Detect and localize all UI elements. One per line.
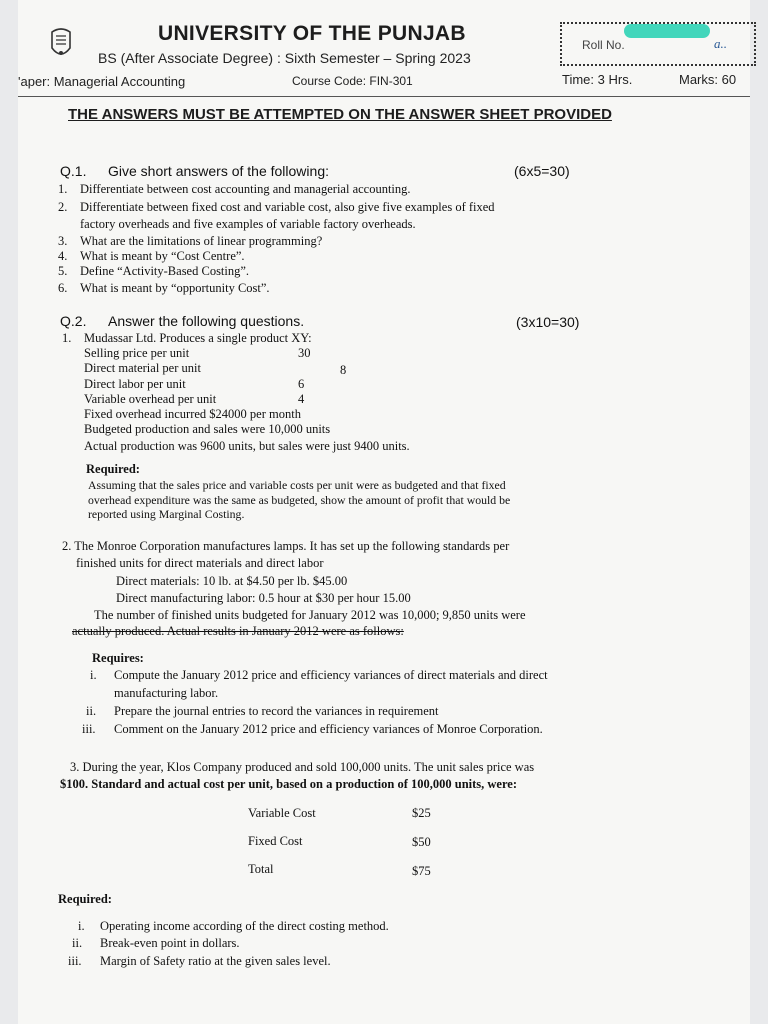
roll-number-box [560,22,756,66]
university-crest-icon [48,26,74,62]
q2-part2-line: The number of finished units budgeted for January 2012 was 10,000; 9,850 units were [94,608,526,622]
cost-row-label: Variable overhead per unit [84,392,217,406]
course-code: Course Code: FIN-301 [292,74,413,88]
program-line: BS (After Associate Degree) : Sixth Semester – Spring 2023 [98,50,471,66]
q2-part3-line: $100. Standard and actual cost per unit, based on a production of 100,000 units, were: [60,777,518,791]
q2-part2-line: finished units for direct materials and direct labor [76,556,324,570]
q2-part1-required-text: reported using Marginal Costing. [88,507,245,521]
q2-part1-required-text: Assuming that the sales price and variable costs per unit were as budgeted and that fixed [88,478,506,492]
cost-row-value: 30 [298,346,311,360]
exam-time: Time: 3 Hrs. [562,72,633,87]
q2-part2-requires-label: Requires: [92,651,144,665]
q1-item: 3. What are the limitations of linear programming? [58,234,323,248]
q2-part1-line: Actual production was 9600 units, but sales were just 9400 units. [84,439,410,453]
q1-marks: (6x5=30) [514,163,570,179]
q2-part3-required-label: Required: [58,892,112,906]
q2-part3-line: 3. During the year, Klos Company produced and sold 100,000 units. The unit sales price was [70,760,535,774]
cost-table-value: $50 [412,835,431,849]
q1-item: 2. Differentiate between fixed cost and variable cost, also give five examples of fixed [58,200,495,214]
cost-row-value: 4 [298,392,305,406]
q1-item: 1. Differentiate between cost accounting and managerial accounting. [58,182,411,196]
cost-table-label: Variable Cost [248,806,316,820]
cost-table-value: $25 [412,806,431,820]
q2-part2-line: Direct materials: 10 lb. at $4.50 per lb. $45.00 [116,574,348,588]
q2-part2-line: 2. The Monroe Corporation manufactures lamps. It has set up the following standards per [62,539,510,553]
cost-table-label: Total [248,862,274,876]
q2-part1-intro: 1. Mudassar Ltd. Produces a single product XY: [62,331,312,345]
header-divider [18,96,750,97]
q2-part3-item: i. Operating income according of the direct costing method. [78,919,389,933]
paper-title: 'aper: Managerial Accounting [18,74,186,89]
q1-item: 5. Define “Activity-Based Costing”. [58,264,250,278]
q1-title: Give short answers of the following: [108,163,329,179]
roll-number-label: Roll No. [582,38,625,52]
q2-part2-struck-line: actually produced. Actual results in January 2012 were as follows: [72,624,404,638]
q1-item-continuation: factory overheads and five examples of variable factory overheads. [80,217,416,231]
q1-label: Q.1. [60,163,87,179]
q2-part2-item: ii. Prepare the journal entries to record the variances in requirement [86,704,439,718]
university-name: UNIVERSITY OF THE PUNJAB [158,22,466,45]
q2-part1-required-label: Required: [86,462,140,476]
cost-row-label: Direct material per unit [84,361,201,375]
redaction-mark [624,24,710,38]
q2-part2-line: Direct manufacturing labor: 0.5 hour at $30 per hour 15.00 [116,591,411,605]
q2-title: Answer the following questions. [108,313,305,329]
q2-part1-line: Budgeted production and sales were 10,000 units [84,422,331,436]
instruction-banner: THE ANSWERS MUST BE ATTEMPTED ON THE ANSWER SHEET PROVIDED [68,106,612,123]
q2-part2-item: i. Compute the January 2012 price and efficiency variances of direct materials and direct [90,668,548,682]
roll-number-handwriting: a.. [714,36,727,51]
q2-part1-required-text: overhead expenditure was the same as budgeted, show the amount of profit that would be [88,493,511,507]
q1-item: 4. What is meant by “Cost Centre”. [58,249,245,263]
cost-row-label: Selling price per unit [84,346,190,360]
q2-label: Q.2. [60,313,87,329]
q1-item: 6. What is meant by “opportunity Cost”. [58,281,270,295]
q2-part2-item-continuation: manufacturing labor. [114,686,219,700]
q2-part1-line: Fixed overhead incurred $24000 per month [84,407,301,421]
exam-paper [18,0,750,1024]
q2-part3-item: iii. Margin of Safety ratio at the given sales level. [68,954,331,968]
cost-row-value: 8 [340,363,347,377]
cost-table-value: $75 [412,864,431,878]
cost-table-label: Fixed Cost [248,834,303,848]
q2-part2-item: iii. Comment on the January 2012 price and efficiency variances of Monroe Corporation. [82,722,543,736]
q2-part3-item: ii. Break-even point in dollars. [72,936,240,950]
exam-marks: Marks: 60 [679,72,737,87]
q2-marks: (3x10=30) [516,314,580,330]
cost-row-label: Direct labor per unit [84,377,186,391]
cost-row-value: 6 [298,377,305,391]
